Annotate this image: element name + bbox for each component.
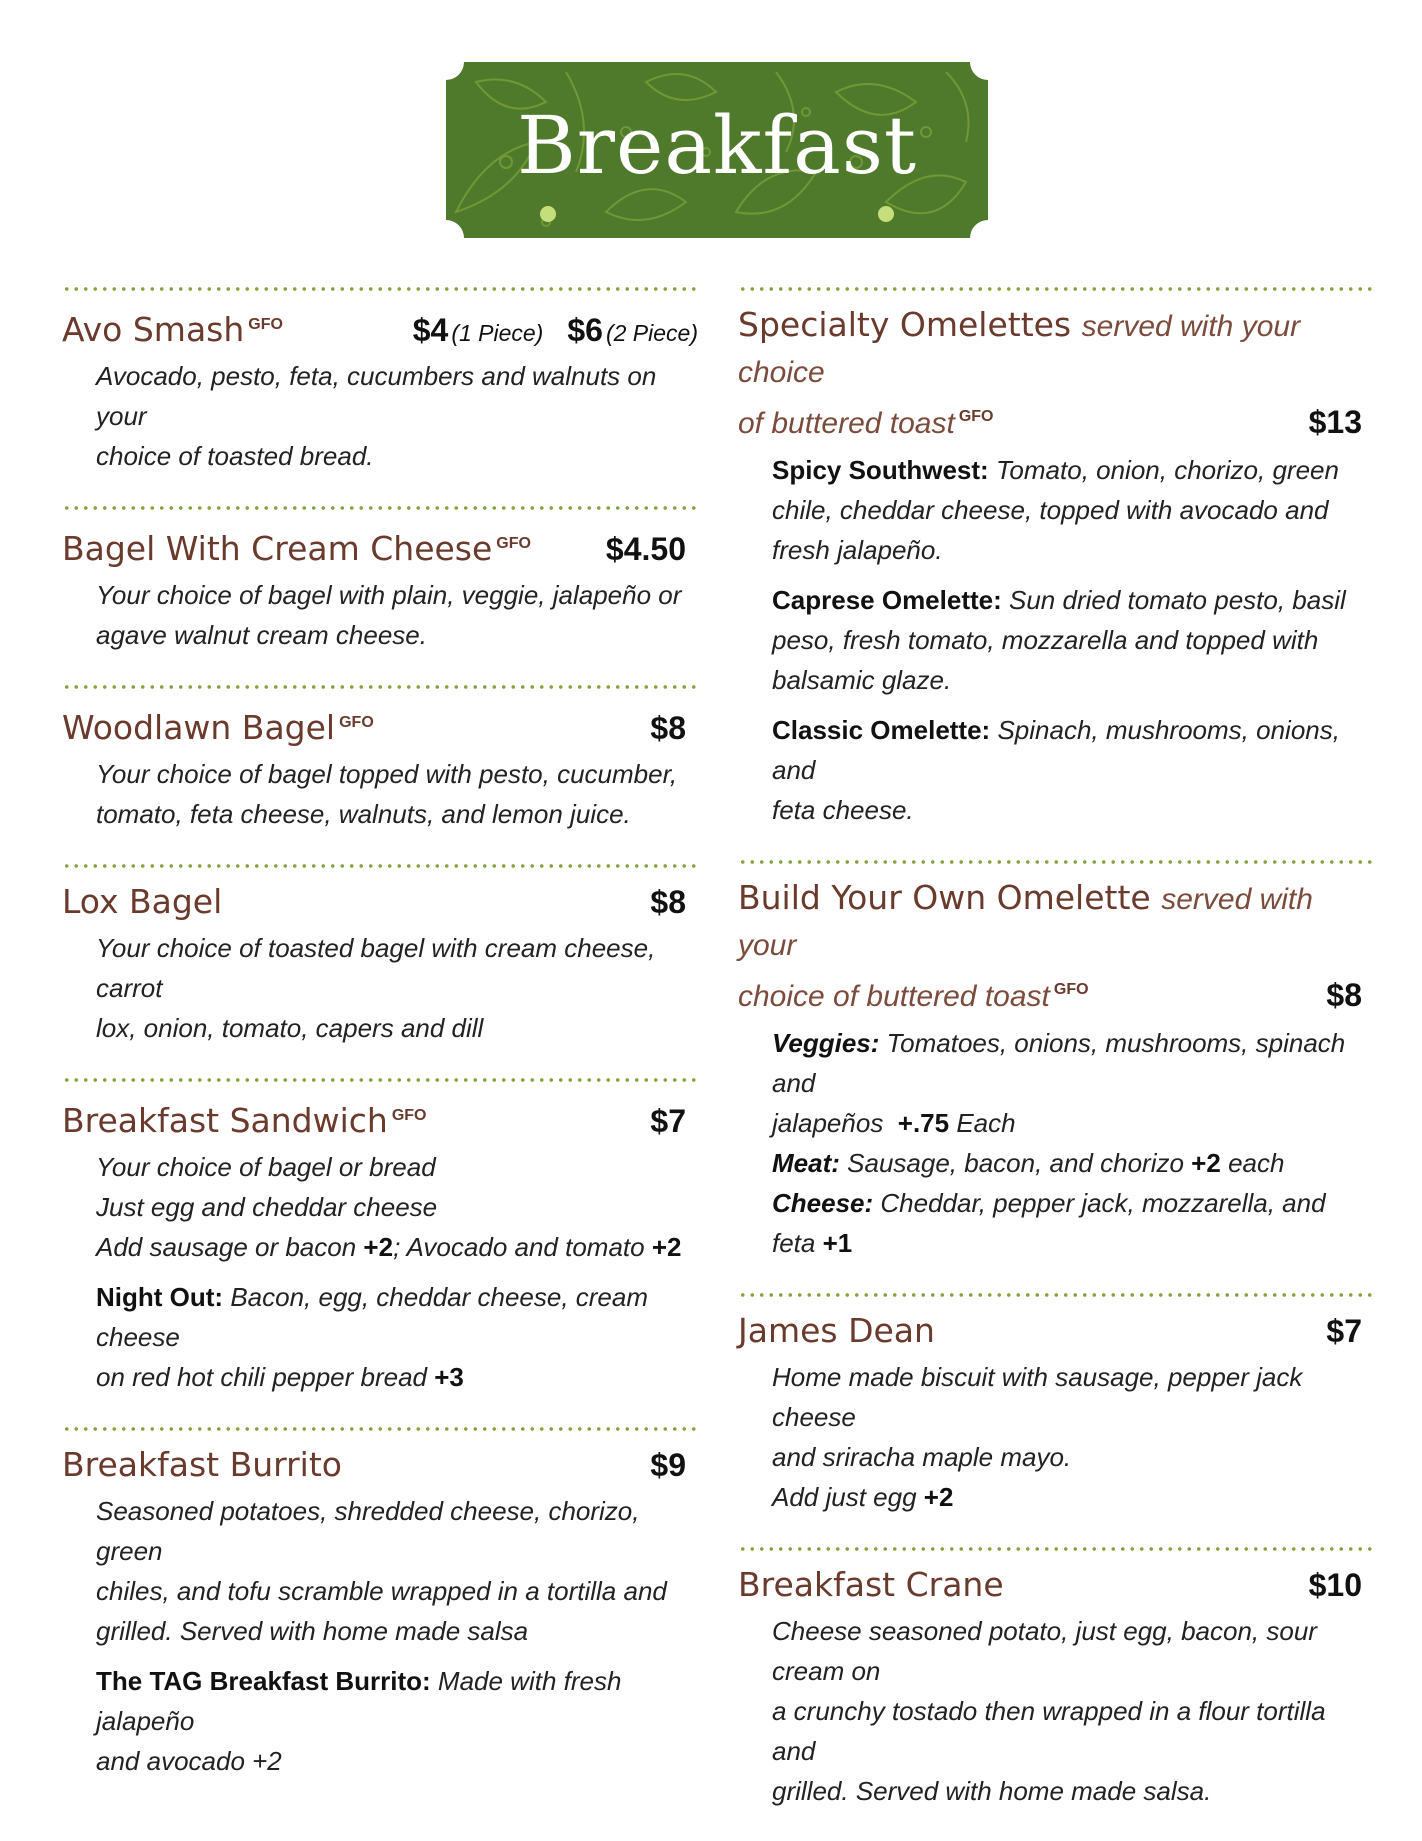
item-note: served with your choice bbox=[738, 310, 1301, 389]
item-description: Home made biscuit with sausage, pepper jack cheese and sriracha maple mayo. Add just egg +2 bbox=[738, 1357, 1374, 1517]
item-name: James Dean bbox=[738, 1311, 935, 1350]
menu-item-james-dean bbox=[738, 1297, 1374, 1547]
menu-item-lox-bagel bbox=[62, 868, 698, 1078]
item-description: Your choice of bagel topped with pesto, cucumber, tomato, feta cheese, walnuts, and lemon juice. bbox=[96, 759, 678, 829]
addon-line: Add sausage or bacon +2; Avocado and tomato +2 bbox=[96, 1232, 682, 1262]
page-title: Breakfast bbox=[516, 99, 918, 192]
sub-item-night-out: Night Out: Bacon, egg, cheddar cheese, cream cheese bbox=[96, 1282, 649, 1352]
option-veggies: Veggies: Tomatoes, onions, mushrooms, spinach and bbox=[772, 1028, 1346, 1098]
item-price: $7 bbox=[650, 1103, 686, 1139]
gfo-badge: GFO bbox=[248, 316, 283, 333]
item-name: Build Your Own Omelette bbox=[738, 878, 1151, 917]
item-price: $7 bbox=[1326, 1313, 1362, 1349]
menu-item-woodlawn-bagel bbox=[62, 689, 698, 864]
item-price: $4 (1 Piece) $6 (2 Piece) bbox=[412, 312, 698, 348]
item-name: Breakfast Crane bbox=[738, 1565, 1004, 1604]
item-name: Bagel With Cream Cheese bbox=[62, 529, 493, 568]
menu-item-bagel-cream-cheese bbox=[62, 510, 698, 685]
menu-item-breakfast-sandwich bbox=[62, 1082, 698, 1427]
item-price: $4.50 bbox=[605, 531, 686, 567]
item-name: Woodlawn Bagel bbox=[62, 708, 336, 747]
item-description: Spicy Southwest: Tomato, onion, chorizo, green chile, cheddar cheese, topped with avocado and fresh jalapeño. Caprese Omelette: Sun dried tomato pesto, basil peso, fresh tomato, mozzarella and topped with balsamic glaze. Classic Omelette: Spinach, mushrooms, onions, and feta cheese. bbox=[738, 450, 1374, 830]
menu-item-breakfast-crane bbox=[738, 1551, 1374, 1841]
gfo-badge: GFO bbox=[496, 535, 531, 552]
sub-item-tag-burrito: The TAG Breakfast Burrito: Made with fresh jalapeño bbox=[96, 1666, 622, 1736]
left-column bbox=[62, 287, 698, 1811]
item-description: Cheese seasoned potato, just egg, bacon, sour cream on a crunchy tostado then wrapped in a flour tortilla and grilled. Served with home made salsa. bbox=[772, 1616, 1326, 1806]
item-name: Lox Bagel bbox=[62, 882, 223, 921]
item-note: served with your bbox=[738, 883, 1313, 962]
item-description: Your choice of bagel with plain, veggie, jalapeño or agave walnut cream cheese. bbox=[96, 580, 682, 650]
item-description: Avocado, pesto, feta, cucumbers and walnuts on your choice of toasted bread. bbox=[96, 361, 657, 471]
option-cheese: Cheese: Cheddar, pepper jack, mozzarella, and feta +1 bbox=[772, 1188, 1326, 1258]
item-name: Breakfast Burrito bbox=[62, 1445, 342, 1484]
banner-dot-right bbox=[878, 206, 894, 222]
item-price: $9 bbox=[650, 1447, 686, 1483]
right-column bbox=[738, 287, 1374, 1841]
gfo-badge: GFO bbox=[1053, 981, 1089, 998]
item-price: $13 bbox=[1308, 404, 1362, 440]
sub-item-spicy-southwest: Spicy Southwest: Tomato, onion, chorizo, green bbox=[772, 455, 1339, 485]
item-price: $8 bbox=[1326, 977, 1362, 1013]
gfo-badge: GFO bbox=[958, 408, 994, 425]
item-price: $8 bbox=[650, 710, 686, 746]
item-name: Breakfast Sandwich bbox=[62, 1101, 388, 1140]
sub-item-caprese: Caprese Omelette: Sun dried tomato pesto, basil bbox=[772, 585, 1346, 615]
menu-item-avo-smash bbox=[62, 291, 698, 506]
banner-dot-left bbox=[540, 206, 556, 222]
breakfast-banner bbox=[446, 62, 988, 238]
item-name: Specialty Omelettes bbox=[738, 305, 1072, 344]
item-options: Veggies: Tomatoes, onions, mushrooms, spinach and jalapeños +.75 Each Meat: Sausage, bacon, and chorizo +2 each Cheese: Cheddar, pepper jack, mozzarella, and feta +1 bbox=[738, 1023, 1374, 1263]
option-meat: Meat: Sausage, bacon, and chorizo +2 each bbox=[772, 1148, 1285, 1178]
sub-item-classic: Classic Omelette: Spinach, mushrooms, onions, and bbox=[772, 715, 1340, 785]
menu-item-breakfast-burrito bbox=[62, 1431, 698, 1811]
gfo-badge: GFO bbox=[391, 1107, 427, 1124]
gfo-badge: GFO bbox=[339, 714, 374, 731]
addon-line: Add just egg +2 bbox=[772, 1482, 954, 1512]
item-description: Your choice of toasted bagel with cream cheese, carrot lox, onion, tomato, capers and dill bbox=[96, 933, 656, 1043]
menu-item-build-your-own-omelette: Build Your Own Omelette served with your choice of buttered toast $^{GFO}$ $8 Veggies: Tomatoes, onions, mushrooms, spinach and jalapeños +.75 Each Meat: Sausage, bacon, and chorizo +2 each Cheese: Cheddar, pepper jack, mozzarella, and feta +1 bbox=[738, 864, 1374, 1293]
item-name: Avo Smash bbox=[62, 310, 245, 349]
item-price: $10 bbox=[1308, 1567, 1362, 1603]
item-price: $8 bbox=[650, 884, 686, 920]
item-description: Your choice of bagel or bread Just egg and cheddar cheese Add sausage or bacon +2; Avocado and tomato +2 Night Out: Bacon, egg, cheddar cheese, cream cheese on red hot chili pepper bread +3 bbox=[62, 1147, 698, 1397]
item-description: Seasoned potatoes, shredded cheese, chorizo, green chiles, and tofu scramble wrapped in a tortilla and grilled. Served with home made salsa The TAG Breakfast Burrito: Made with fresh jalapeño and avocado +2 bbox=[62, 1491, 698, 1781]
menu-item-specialty-omelettes: Specialty Omelettes served with your choice of buttered toast $^{GFO}$ $13 Spicy Southwest: Tomato, onion, chorizo, green chile, cheddar cheese, topped with avocado and fresh jalapeño. Caprese Omelette: Sun dried tomato pesto, basil peso, fresh tomato, mozzarella and topped with balsamic glaze. Classic Omelette: Spinach, mushrooms, onions, and feta cheese. bbox=[738, 291, 1374, 860]
